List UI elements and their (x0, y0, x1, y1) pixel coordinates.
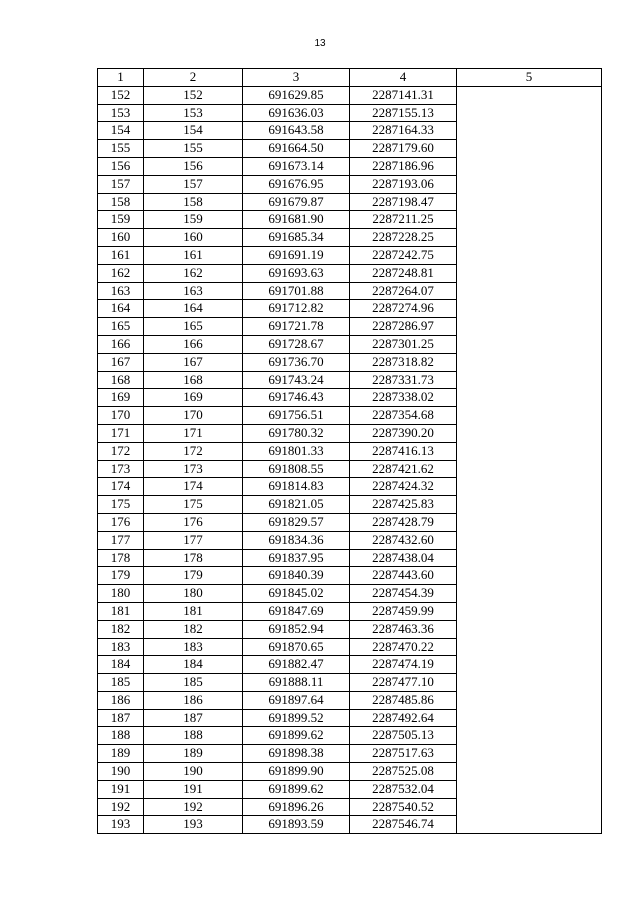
table-cell-col-2: 181 (144, 602, 243, 620)
table-cell-col-2: 193 (144, 816, 243, 834)
table-cell-col-4: 2287443.60 (350, 567, 457, 585)
table-cell-col-4: 2287286.97 (350, 318, 457, 336)
table-cell-col-3: 691743.24 (243, 371, 350, 389)
table-cell-col-4: 2287390.20 (350, 424, 457, 442)
table-cell-col-1: 166 (98, 335, 144, 353)
table-cell-col-1: 182 (98, 620, 144, 638)
table-cell-col-2: 183 (144, 638, 243, 656)
table-cell-col-3: 691837.95 (243, 549, 350, 567)
table-cell-col-2: 192 (144, 798, 243, 816)
table-cell-col-3: 691664.50 (243, 140, 350, 158)
table-cell-col-3: 691814.83 (243, 478, 350, 496)
table-cell-col-4: 2287338.02 (350, 389, 457, 407)
table-cell-col-4: 2287198.47 (350, 193, 457, 211)
table-cell-col-3: 691728.67 (243, 335, 350, 353)
table-cell-col-1: 173 (98, 460, 144, 478)
table-cell-col-4: 2287540.52 (350, 798, 457, 816)
table-cell-col-3: 691736.70 (243, 353, 350, 371)
table-cell-col-4: 2287438.04 (350, 549, 457, 567)
table-cell-col-1: 184 (98, 656, 144, 674)
table-cell-col-2: 154 (144, 122, 243, 140)
table-cell-col-3: 691721.78 (243, 318, 350, 336)
table-cell-col-3: 691780.32 (243, 424, 350, 442)
table-cell-col-4: 2287155.13 (350, 104, 457, 122)
table-cell-col-1: 192 (98, 798, 144, 816)
table-cell-col-4: 2287264.07 (350, 282, 457, 300)
table-cell-col-2: 191 (144, 780, 243, 798)
table-cell-col-1: 156 (98, 157, 144, 175)
table-cell-col-1: 193 (98, 816, 144, 834)
table-cell-col-4: 2287164.33 (350, 122, 457, 140)
table-cell-col-3: 691847.69 (243, 602, 350, 620)
table-cell-col-3: 691893.59 (243, 816, 350, 834)
table-cell-col-4: 2287470.22 (350, 638, 457, 656)
table-cell-col-2: 152 (144, 86, 243, 104)
table-cell-col-3: 691821.05 (243, 496, 350, 514)
table-cell-col-4: 2287242.75 (350, 246, 457, 264)
table-cell-col-3: 691899.52 (243, 709, 350, 727)
table-cell-col-4: 2287211.25 (350, 211, 457, 229)
table-cell-col-2: 177 (144, 531, 243, 549)
table-cell-col-2: 169 (144, 389, 243, 407)
table-cell-col-1: 177 (98, 531, 144, 549)
table-cell-col-4: 2287141.31 (350, 86, 457, 104)
table-cell-col-1: 153 (98, 104, 144, 122)
table-cell-col-4: 2287477.10 (350, 674, 457, 692)
table-cell-col-4: 2287424.32 (350, 478, 457, 496)
table-cell-col-2: 190 (144, 763, 243, 781)
table-cell-col-4: 2287179.60 (350, 140, 457, 158)
table-cell-col-2: 174 (144, 478, 243, 496)
table-cell-col-4: 2287421.62 (350, 460, 457, 478)
table-cell-col-2: 165 (144, 318, 243, 336)
table-cell-col-2: 175 (144, 496, 243, 514)
table-cell-col-2: 166 (144, 335, 243, 353)
table-cell-col-3: 691888.11 (243, 674, 350, 692)
table-cell-col-1: 188 (98, 727, 144, 745)
table-cell-col-1: 186 (98, 691, 144, 709)
table-cell-col-1: 180 (98, 585, 144, 603)
table-cell-col-4: 2287416.13 (350, 442, 457, 460)
table-cell-col-2: 159 (144, 211, 243, 229)
table-cell-col-4: 2287331.73 (350, 371, 457, 389)
table-cell-col-3: 691685.34 (243, 229, 350, 247)
table-cell-col-2: 173 (144, 460, 243, 478)
column-header-3: 3 (243, 69, 350, 87)
table-cell-col-4: 2287193.06 (350, 175, 457, 193)
table-cell-col-1: 167 (98, 353, 144, 371)
table-cell-col-5 (457, 86, 602, 833)
table-cell-col-3: 691808.55 (243, 460, 350, 478)
table-cell-col-1: 169 (98, 389, 144, 407)
table-cell-col-3: 691676.95 (243, 175, 350, 193)
table-cell-col-1: 164 (98, 300, 144, 318)
table-cell-col-3: 691899.62 (243, 780, 350, 798)
table-cell-col-4: 2287454.39 (350, 585, 457, 603)
table-cell-col-3: 691629.85 (243, 86, 350, 104)
table-cell-col-2: 168 (144, 371, 243, 389)
table-cell-col-3: 691840.39 (243, 567, 350, 585)
table-cell-col-1: 187 (98, 709, 144, 727)
table-cell-col-4: 2287425.83 (350, 496, 457, 514)
table-cell-col-1: 171 (98, 424, 144, 442)
table-cell-col-2: 185 (144, 674, 243, 692)
table-cell-col-2: 189 (144, 745, 243, 763)
table-cell-col-2: 178 (144, 549, 243, 567)
table-cell-col-4: 2287517.63 (350, 745, 457, 763)
table-cell-col-2: 172 (144, 442, 243, 460)
table-cell-col-2: 156 (144, 157, 243, 175)
table-cell-col-4: 2287432.60 (350, 531, 457, 549)
table-cell-col-3: 691834.36 (243, 531, 350, 549)
table-cell-col-4: 2287248.81 (350, 264, 457, 282)
page-number: 13 (314, 38, 326, 49)
table-cell-col-3: 691701.88 (243, 282, 350, 300)
table-cell-col-2: 180 (144, 585, 243, 603)
table-cell-col-4: 2287505.13 (350, 727, 457, 745)
table-cell-col-1: 163 (98, 282, 144, 300)
table-cell-col-3: 691673.14 (243, 157, 350, 175)
table-cell-col-1: 162 (98, 264, 144, 282)
table-cell-col-1: 179 (98, 567, 144, 585)
column-header-2: 2 (144, 69, 243, 87)
table-cell-col-4: 2287428.79 (350, 513, 457, 531)
table-cell-col-2: 164 (144, 300, 243, 318)
table-cell-col-2: 176 (144, 513, 243, 531)
table-cell-col-1: 152 (98, 86, 144, 104)
table-cell-col-4: 2287186.96 (350, 157, 457, 175)
table-cell-col-3: 691899.90 (243, 763, 350, 781)
table-cell-col-2: 188 (144, 727, 243, 745)
table-cell-col-3: 691746.43 (243, 389, 350, 407)
table-cell-col-4: 2287228.25 (350, 229, 457, 247)
table-cell-col-1: 160 (98, 229, 144, 247)
table-cell-col-1: 168 (98, 371, 144, 389)
table-cell-col-1: 158 (98, 193, 144, 211)
table-cell-col-4: 2287485.86 (350, 691, 457, 709)
table-cell-col-2: 179 (144, 567, 243, 585)
table-cell-col-4: 2287354.68 (350, 407, 457, 425)
table-cell-col-2: 163 (144, 282, 243, 300)
table-cell-col-2: 170 (144, 407, 243, 425)
table-cell-col-2: 155 (144, 140, 243, 158)
column-header-4: 4 (350, 69, 457, 87)
table-cell-col-3: 691882.47 (243, 656, 350, 674)
table-cell-col-4: 2287463.36 (350, 620, 457, 638)
table-cell-col-2: 162 (144, 264, 243, 282)
table-cell-col-3: 691693.63 (243, 264, 350, 282)
table-cell-col-3: 691679.87 (243, 193, 350, 211)
table-cell-col-3: 691681.90 (243, 211, 350, 229)
table-cell-col-1: 154 (98, 122, 144, 140)
table-cell-col-2: 161 (144, 246, 243, 264)
table-cell-col-4: 2287459.99 (350, 602, 457, 620)
table-cell-col-2: 171 (144, 424, 243, 442)
table-cell-col-1: 155 (98, 140, 144, 158)
table-body (98, 86, 602, 833)
table-cell-col-1: 159 (98, 211, 144, 229)
table-cell-col-1: 178 (98, 549, 144, 567)
table-cell-col-2: 160 (144, 229, 243, 247)
table-cell-col-1: 181 (98, 602, 144, 620)
table-cell-col-3: 691801.33 (243, 442, 350, 460)
table-cell-col-3: 691712.82 (243, 300, 350, 318)
table-cell-col-4: 2287492.64 (350, 709, 457, 727)
table-cell-col-1: 175 (98, 496, 144, 514)
table-cell-col-4: 2287532.04 (350, 780, 457, 798)
table-cell-col-2: 157 (144, 175, 243, 193)
table-row (98, 86, 602, 104)
column-header-1: 1 (98, 69, 144, 87)
table-cell-col-3: 691896.26 (243, 798, 350, 816)
table-cell-col-4: 2287301.25 (350, 335, 457, 353)
table-cell-col-1: 189 (98, 745, 144, 763)
table-cell-col-1: 183 (98, 638, 144, 656)
table-cell-col-1: 191 (98, 780, 144, 798)
table-cell-col-1: 170 (98, 407, 144, 425)
table-cell-col-3: 691897.64 (243, 691, 350, 709)
table-cell-col-3: 691691.19 (243, 246, 350, 264)
table-cell-col-4: 2287474.19 (350, 656, 457, 674)
table-cell-col-3: 691636.03 (243, 104, 350, 122)
table-cell-col-3: 691845.02 (243, 585, 350, 603)
table-cell-col-3: 691756.51 (243, 407, 350, 425)
table-cell-col-1: 176 (98, 513, 144, 531)
column-header-5: 5 (457, 69, 602, 87)
table-cell-col-1: 157 (98, 175, 144, 193)
table-cell-col-1: 172 (98, 442, 144, 460)
table-cell-col-3: 691899.62 (243, 727, 350, 745)
table-header-row (98, 69, 602, 87)
table-cell-col-4: 2287546.74 (350, 816, 457, 834)
table-cell-col-2: 186 (144, 691, 243, 709)
table-cell-col-1: 190 (98, 763, 144, 781)
table-cell-col-3: 691898.38 (243, 745, 350, 763)
table-cell-col-4: 2287274.96 (350, 300, 457, 318)
table-cell-col-3: 691870.65 (243, 638, 350, 656)
table-cell-col-3: 691643.58 (243, 122, 350, 140)
table-cell-col-1: 165 (98, 318, 144, 336)
table-cell-col-2: 158 (144, 193, 243, 211)
table-cell-col-1: 174 (98, 478, 144, 496)
table-cell-col-2: 167 (144, 353, 243, 371)
table-cell-col-2: 184 (144, 656, 243, 674)
coordinates-table (97, 68, 602, 834)
table-cell-col-2: 182 (144, 620, 243, 638)
table-cell-col-4: 2287318.82 (350, 353, 457, 371)
table-cell-col-1: 185 (98, 674, 144, 692)
table-cell-col-3: 691852.94 (243, 620, 350, 638)
table-cell-col-4: 2287525.08 (350, 763, 457, 781)
table-cell-col-1: 161 (98, 246, 144, 264)
table-cell-col-2: 153 (144, 104, 243, 122)
table-cell-col-3: 691829.57 (243, 513, 350, 531)
table-cell-col-2: 187 (144, 709, 243, 727)
